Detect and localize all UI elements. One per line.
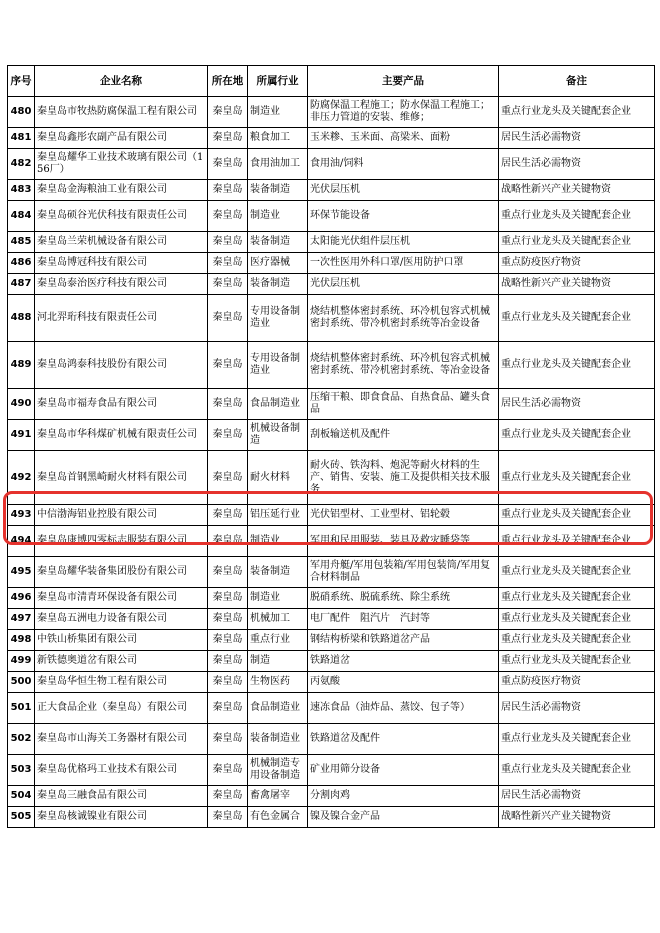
cell-location: 秦皇岛 <box>208 693 248 724</box>
cell-remarks: 重点防疫医疗物资 <box>499 253 655 274</box>
cell-location: 秦皇岛 <box>208 526 248 557</box>
cell-remarks: 居民生活必需物资 <box>499 149 655 180</box>
cell-products: 分割肉鸡 <box>308 786 499 807</box>
cell-name: 秦皇岛耀华工业技术玻璃有限公司（156厂） <box>35 149 208 180</box>
cell-industry: 粮食加工 <box>248 128 308 149</box>
cell-no: 490 <box>8 389 35 420</box>
cell-products: 光伏层压机 <box>308 274 499 295</box>
cell-industry: 专用设备制造业 <box>248 342 308 389</box>
cell-location: 秦皇岛 <box>208 724 248 755</box>
cell-name: 秦皇岛泰治医疗科技有限公司 <box>35 274 208 295</box>
cell-remarks: 重点行业龙头及关键配套企业 <box>499 232 655 253</box>
cell-products: 烧结机整体密封系统、环冷机包容式机械密封系统、带冷机密封系统等冶金设备 <box>308 295 499 342</box>
cell-location: 秦皇岛 <box>208 97 248 128</box>
cell-no: 483 <box>8 180 35 201</box>
cell-name: 秦皇岛硕谷光伏科技有限责任公司 <box>35 201 208 232</box>
cell-remarks: 重点行业龙头及关键配套企业 <box>499 755 655 786</box>
cell-no: 480 <box>8 97 35 128</box>
cell-industry: 耐火材料 <box>248 451 308 505</box>
cell-products: 防腐保温工程施工；防水保温工程施工；非压力管道的安装、维修； <box>308 97 499 128</box>
table-row <box>8 274 655 295</box>
cell-no: 504 <box>8 786 35 807</box>
cell-name: 秦皇岛金海粮油工业有限公司 <box>35 180 208 201</box>
cell-name: 秦皇岛鑫彤农副产品有限公司 <box>35 128 208 149</box>
cell-remarks: 重点行业龙头及关键配套企业 <box>499 505 655 526</box>
table-row <box>8 342 655 389</box>
cell-industry: 制造业 <box>248 526 308 557</box>
cell-name: 秦皇岛兰荣机械设备有限公司 <box>35 232 208 253</box>
cell-remarks: 重点行业龙头及关键配套企业 <box>499 201 655 232</box>
cell-no: 487 <box>8 274 35 295</box>
cell-location: 秦皇岛 <box>208 557 248 588</box>
cell-industry: 铝压延行业 <box>248 505 308 526</box>
table-row <box>8 97 655 128</box>
cell-remarks: 重点行业龙头及关键配套企业 <box>499 97 655 128</box>
cell-name: 河北羿珩科技有限责任公司 <box>35 295 208 342</box>
cell-products: 军用舟艇/军用包装箱/军用包装筒/军用复合材料制品 <box>308 557 499 588</box>
cell-no: 500 <box>8 672 35 693</box>
cell-remarks: 重点防疫医疗物资 <box>499 672 655 693</box>
cell-name: 秦皇岛康博四零标志服装有限公司 <box>35 526 208 557</box>
cell-no: 485 <box>8 232 35 253</box>
cell-remarks: 重点行业龙头及关键配套企业 <box>499 526 655 557</box>
cell-remarks: 战略性新兴产业关键物资 <box>499 180 655 201</box>
table-row <box>8 693 655 724</box>
cell-no: 481 <box>8 128 35 149</box>
cell-industry: 制造业 <box>248 588 308 609</box>
cell-location: 秦皇岛 <box>208 755 248 786</box>
table-row <box>8 420 655 451</box>
cell-industry: 机械设备制造 <box>248 420 308 451</box>
enterprise-table <box>7 65 655 828</box>
cell-industry: 机械加工 <box>248 609 308 630</box>
table-row <box>8 389 655 420</box>
cell-remarks: 重点行业龙头及关键配套企业 <box>499 651 655 672</box>
cell-location: 秦皇岛 <box>208 505 248 526</box>
cell-industry: 机械制造专用设备制造 <box>248 755 308 786</box>
table-row <box>8 232 655 253</box>
table-row <box>8 609 655 630</box>
cell-name: 秦皇岛耀华装备集团股份有限公司 <box>35 557 208 588</box>
cell-name: 秦皇岛五洲电力设备有限公司 <box>35 609 208 630</box>
header-location: 所在地 <box>208 66 248 97</box>
cell-name: 中信渤海铝业控股有限公司 <box>35 505 208 526</box>
cell-products: 刮板输送机及配件 <box>308 420 499 451</box>
cell-products: 压缩干粮、即食食品、自热食品、罐头食品 <box>308 389 499 420</box>
cell-no: 491 <box>8 420 35 451</box>
cell-remarks: 重点行业龙头及关键配套企业 <box>499 724 655 755</box>
cell-remarks: 重点行业龙头及关键配套企业 <box>499 342 655 389</box>
cell-remarks: 居民生活必需物资 <box>499 693 655 724</box>
table-row <box>8 526 655 557</box>
table-row <box>8 630 655 651</box>
table-row <box>8 149 655 180</box>
cell-no: 498 <box>8 630 35 651</box>
cell-industry: 食用油加工 <box>248 149 308 180</box>
table-row <box>8 128 655 149</box>
cell-remarks: 居民生活必需物资 <box>499 389 655 420</box>
table-row <box>8 557 655 588</box>
table-row <box>8 755 655 786</box>
cell-location: 秦皇岛 <box>208 128 248 149</box>
cell-location: 秦皇岛 <box>208 342 248 389</box>
cell-no: 486 <box>8 253 35 274</box>
cell-products: 光伏层压机 <box>308 180 499 201</box>
header-no: 序号 <box>8 66 35 97</box>
cell-products: 一次性医用外科口罩/医用防护口罩 <box>308 253 499 274</box>
cell-products: 铁路道岔及配件 <box>308 724 499 755</box>
cell-location: 秦皇岛 <box>208 274 248 295</box>
cell-location: 秦皇岛 <box>208 451 248 505</box>
cell-no: 505 <box>8 807 35 828</box>
cell-remarks: 重点行业龙头及关键配套企业 <box>499 630 655 651</box>
cell-no: 497 <box>8 609 35 630</box>
cell-remarks: 重点行业龙头及关键配套企业 <box>499 588 655 609</box>
cell-location: 秦皇岛 <box>208 149 248 180</box>
table-row <box>8 505 655 526</box>
cell-remarks: 重点行业龙头及关键配套企业 <box>499 557 655 588</box>
cell-name: 正大食品企业（秦皇岛）有限公司 <box>35 693 208 724</box>
cell-no: 488 <box>8 295 35 342</box>
cell-no: 494 <box>8 526 35 557</box>
cell-name: 秦皇岛市山海关工务器材有限公司 <box>35 724 208 755</box>
header-industry: 所属行业 <box>248 66 308 97</box>
cell-products: 耐火砖、铁沟料、炮泥等耐火材料的生产、销售、安装、施工及提供相关技术服务 <box>308 451 499 505</box>
cell-products: 军用和民用服装、装具及救灾睡袋等 <box>308 526 499 557</box>
cell-remarks: 重点行业龙头及关键配套企业 <box>499 420 655 451</box>
cell-products: 矿业用筛分设备 <box>308 755 499 786</box>
cell-industry: 生物医药 <box>248 672 308 693</box>
cell-remarks: 重点行业龙头及关键配套企业 <box>499 295 655 342</box>
cell-industry: 食品制造业 <box>248 389 308 420</box>
cell-location: 秦皇岛 <box>208 609 248 630</box>
cell-name: 秦皇岛市清青环保设备有限公司 <box>35 588 208 609</box>
cell-name: 秦皇岛华恒生物工程有限公司 <box>35 672 208 693</box>
table-row <box>8 807 655 828</box>
cell-no: 484 <box>8 201 35 232</box>
cell-name: 秦皇岛核诚镍业有限公司 <box>35 807 208 828</box>
cell-industry: 食品制造业 <box>248 693 308 724</box>
cell-location: 秦皇岛 <box>208 588 248 609</box>
cell-industry: 装备制造 <box>248 557 308 588</box>
cell-location: 秦皇岛 <box>208 253 248 274</box>
cell-products: 镍及镍合金产品 <box>308 807 499 828</box>
cell-industry: 有色金属合 <box>248 807 308 828</box>
cell-industry: 畜禽屠宰 <box>248 786 308 807</box>
table-row <box>8 786 655 807</box>
header-products: 主要产品 <box>308 66 499 97</box>
cell-location: 秦皇岛 <box>208 295 248 342</box>
cell-location: 秦皇岛 <box>208 651 248 672</box>
cell-industry: 重点行业 <box>248 630 308 651</box>
cell-products: 脱硝系统、脱硫系统、除尘系统 <box>308 588 499 609</box>
cell-industry: 装备制造 <box>248 274 308 295</box>
cell-no: 489 <box>8 342 35 389</box>
cell-industry: 专用设备制造业 <box>248 295 308 342</box>
cell-no: 502 <box>8 724 35 755</box>
cell-industry: 制造 <box>248 651 308 672</box>
cell-location: 秦皇岛 <box>208 389 248 420</box>
cell-name: 秦皇岛市福寿食品有限公司 <box>35 389 208 420</box>
cell-products: 烧结机整体密封系统、环冷机包容式机械密封系统、带冷机密封系统、等冶金设备 <box>308 342 499 389</box>
cell-location: 秦皇岛 <box>208 672 248 693</box>
cell-name: 秦皇岛三融食品有限公司 <box>35 786 208 807</box>
cell-remarks: 战略性新兴产业关键物资 <box>499 807 655 828</box>
cell-location: 秦皇岛 <box>208 180 248 201</box>
cell-no: 482 <box>8 149 35 180</box>
cell-name: 新铁德奥道岔有限公司 <box>35 651 208 672</box>
cell-products: 电厂配件 阻汽片 汽封等 <box>308 609 499 630</box>
cell-remarks: 居民生活必需物资 <box>499 786 655 807</box>
cell-industry: 制造业 <box>248 201 308 232</box>
cell-name: 秦皇岛市华科煤矿机械有限责任公司 <box>35 420 208 451</box>
cell-location: 秦皇岛 <box>208 807 248 828</box>
cell-products: 玉米糁、玉米面、高梁米、面粉 <box>308 128 499 149</box>
table-row-highlighted <box>8 451 655 505</box>
cell-products: 铁路道岔 <box>308 651 499 672</box>
cell-industry: 装备制造 <box>248 180 308 201</box>
table-row <box>8 180 655 201</box>
cell-no: 501 <box>8 693 35 724</box>
table-row <box>8 672 655 693</box>
cell-remarks: 战略性新兴产业关键物资 <box>499 274 655 295</box>
cell-name: 中铁山桥集团有限公司 <box>35 630 208 651</box>
cell-no: 499 <box>8 651 35 672</box>
cell-name: 秦皇岛首钢黑崎耐火材料有限公司 <box>35 451 208 505</box>
cell-products: 钢结构桥梁和铁路道岔产品 <box>308 630 499 651</box>
cell-industry: 制造业 <box>248 97 308 128</box>
table-row <box>8 201 655 232</box>
cell-location: 秦皇岛 <box>208 232 248 253</box>
cell-products: 食用油/饲料 <box>308 149 499 180</box>
cell-products: 环保节能设备 <box>308 201 499 232</box>
cell-name: 秦皇岛优格玛工业技术有限公司 <box>35 755 208 786</box>
table-row <box>8 295 655 342</box>
cell-location: 秦皇岛 <box>208 786 248 807</box>
cell-products: 光伏铝型材、工业型材、铝轮毂 <box>308 505 499 526</box>
cell-remarks: 重点行业龙头及关键配套企业 <box>499 451 655 505</box>
cell-industry: 装备制造 <box>248 232 308 253</box>
header-remarks: 备注 <box>499 66 655 97</box>
cell-name: 秦皇岛博冠科技有限公司 <box>35 253 208 274</box>
cell-industry: 医疗器械 <box>248 253 308 274</box>
cell-no: 492 <box>8 451 35 505</box>
cell-location: 秦皇岛 <box>208 630 248 651</box>
table-row <box>8 651 655 672</box>
cell-location: 秦皇岛 <box>208 420 248 451</box>
cell-industry: 装备制造业 <box>248 724 308 755</box>
cell-name: 秦皇岛鸿泰科技股份有限公司 <box>35 342 208 389</box>
cell-no: 495 <box>8 557 35 588</box>
cell-name: 秦皇岛市牧热防腐保温工程有限公司 <box>35 97 208 128</box>
cell-products: 丙氨酸 <box>308 672 499 693</box>
cell-no: 503 <box>8 755 35 786</box>
header-name: 企业名称 <box>35 66 208 97</box>
table-row <box>8 724 655 755</box>
cell-no: 496 <box>8 588 35 609</box>
cell-location: 秦皇岛 <box>208 201 248 232</box>
cell-products: 太阳能光伏组件层压机 <box>308 232 499 253</box>
table-row <box>8 588 655 609</box>
table-header-row <box>8 66 655 97</box>
table-row <box>8 253 655 274</box>
cell-remarks: 重点行业龙头及关键配套企业 <box>499 609 655 630</box>
cell-products: 速冻食品（油炸品、蒸饺、包子等） <box>308 693 499 724</box>
cell-remarks: 居民生活必需物资 <box>499 128 655 149</box>
cell-no: 493 <box>8 505 35 526</box>
